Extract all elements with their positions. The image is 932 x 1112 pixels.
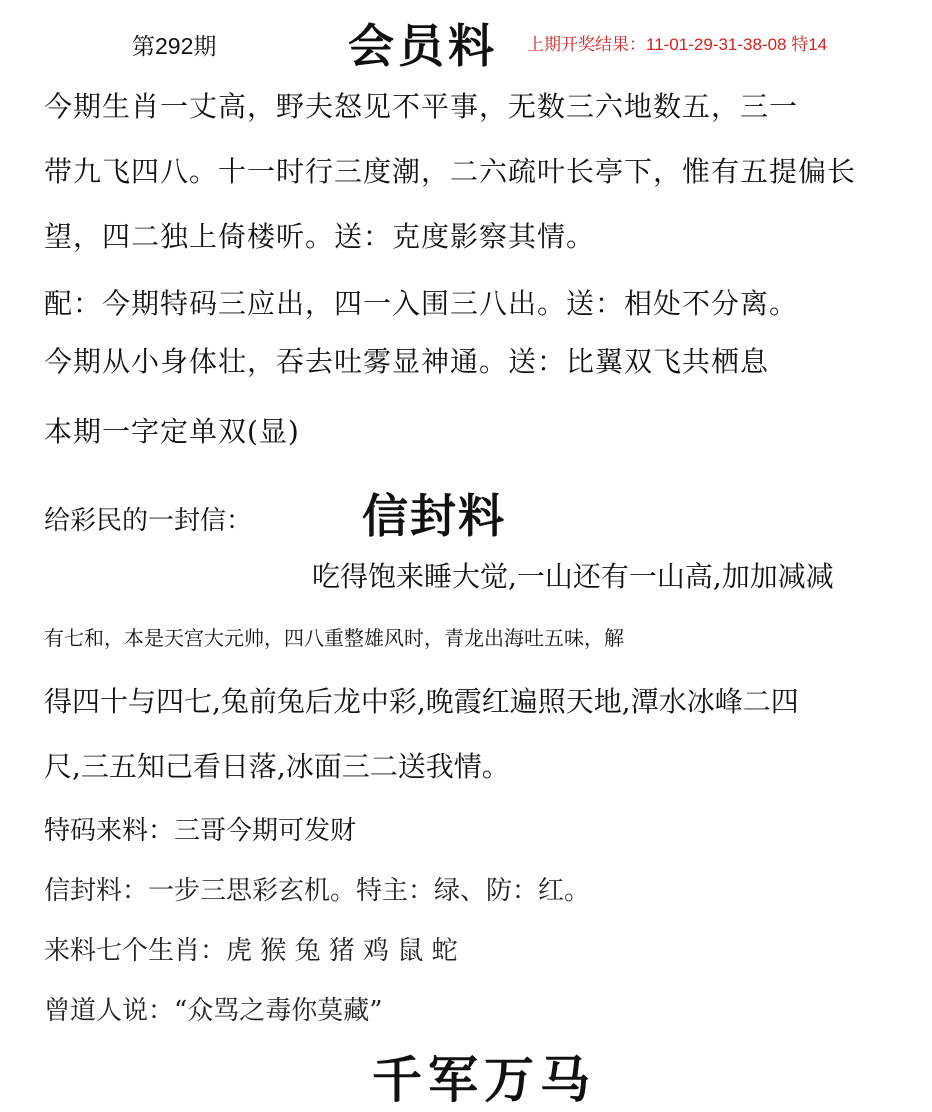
last-draw-result: 上期开奖结果：11-01-29-31-38-08 特14 [527, 35, 828, 54]
member-line-5: 今期从小身体壮，吞去吐雾显神通。送：比翼双飞共栖息 [44, 345, 770, 378]
special-code-tip: 特码来料：三哥今期可发财 [44, 816, 357, 846]
letter-paragraph-line-1: 吃得饱来睡大觉,一山还有一山高,加加减减 [312, 560, 834, 593]
letter-paragraph-line-3: 得四十与四七,兔前兔后龙中彩,晚霞红遍照天地,潭水冰峰二四 [44, 685, 799, 718]
letter-paragraph-line-4: 尺,三五知己看日落,冰面三二送我情。 [44, 750, 510, 783]
page-title: 会员料 [348, 19, 498, 73]
taoist-quote: 曾道人说：“众骂之毒你莫藏” [44, 996, 383, 1026]
member-line-1: 今期生肖一丈高，野夫怒见不平事，无数三六地数五，三一 [44, 90, 799, 123]
zodiac-tip: 来料七个生肖：虎 猴 兔 猪 鸡 鼠 蛇 [44, 936, 458, 966]
footer-title: 千军万马 [372, 1050, 596, 1109]
letter-title: 信封料 [362, 489, 506, 543]
member-line-3: 望，四二独上倚楼听。送：克度影察其情。 [44, 220, 596, 253]
letter-label: 给彩民的一封信： [44, 506, 253, 536]
letter-paragraph-line-2: 有七和，本是天宫大元帅，四八重整雄风时，青龙出海吐五味，解 [44, 626, 624, 650]
envelope-tip: 信封料：一步三思彩玄机。特主：绿、防：红。 [44, 876, 591, 906]
issue-number: 第292期 [132, 33, 217, 59]
member-line-2: 带九飞四八。十一时行三度潮，二六疏叶长亭下，惟有五提偏长 [44, 155, 857, 188]
member-line-4: 配：今期特码三应出，四一入围三八出。送：相处不分离。 [44, 287, 799, 320]
member-line-6: 本期一字定单双(显) [44, 415, 300, 448]
